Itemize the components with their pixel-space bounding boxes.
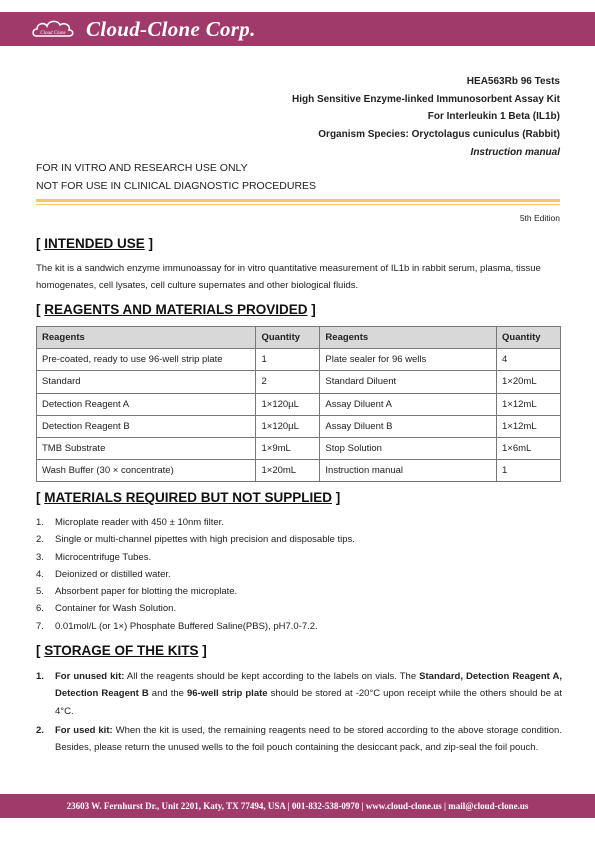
list-number: 3.	[36, 551, 44, 563]
column-header: Reagents	[320, 327, 497, 349]
list-item	[36, 618, 355, 635]
storage-bold-text: 96-well strip plate	[186, 688, 268, 700]
list-text: Microcentrifuge Tubes.	[55, 551, 152, 563]
edition-label: 5th Edition	[519, 213, 560, 223]
brand-name: Cloud-Clone Corp.	[86, 17, 256, 41]
storage-title: STORAGE OF THE KITS	[44, 643, 199, 658]
required-list	[36, 514, 355, 635]
table-cell: 1×12mL	[497, 415, 561, 437]
divider-thin	[36, 204, 560, 205]
list-item	[36, 514, 355, 531]
list-number: 4.	[36, 568, 44, 580]
list-item	[36, 583, 355, 600]
intended-use-title: INTENDED USE	[44, 236, 145, 251]
list-number: 2.	[36, 534, 44, 546]
reagents-heading: [ REAGENTS AND MATERIALS PROVIDED ]	[36, 302, 316, 317]
table-row	[37, 415, 561, 437]
list-text: Absorbent paper for blotting the microplate.	[55, 586, 238, 598]
table-row	[37, 460, 561, 482]
table-cell: 1×120µL	[256, 393, 320, 415]
kit-name: High Sensitive Enzyme-linked Immunosorbent Assay Kit	[291, 93, 560, 105]
column-header: Quantity	[497, 327, 561, 349]
required-heading: [ MATERIALS REQUIRED BUT NOT SUPPLIED ]	[36, 490, 341, 505]
svg-text:Cloud Clone: Cloud Clone	[40, 31, 66, 36]
table-cell: 1×20mL	[256, 460, 320, 482]
table-header-row	[37, 327, 561, 349]
reagents-table	[36, 326, 561, 482]
storage-item-number: 1.	[36, 671, 44, 682]
table-cell: 1	[256, 349, 320, 371]
column-header: Quantity	[256, 327, 320, 349]
catalog-number: HEA563Rb 96 Tests	[466, 76, 560, 87]
table-row	[37, 393, 561, 415]
list-text: Container for Wash Solution.	[55, 603, 177, 615]
list-text: Deionized or distilled water.	[55, 568, 171, 580]
list-item	[36, 531, 355, 548]
usage-line-2: NOT FOR USE IN CLINICAL DIAGNOSTIC PROCEDURES	[36, 179, 317, 192]
table-cell: Standard	[37, 371, 256, 393]
intended-use-heading: [ INTENDED USE ]	[36, 236, 154, 251]
storage-text: All the reagents should be kept according to the labels on vials. The	[124, 671, 420, 682]
table-cell: Wash Buffer (30 × concentrate)	[37, 460, 256, 482]
list-number: 6.	[36, 603, 44, 615]
storage-item-used	[36, 722, 562, 757]
species-line: Organism Species: Oryctolagus cuniculus (Rabbit)	[318, 129, 560, 141]
document-type: Instruction manual	[470, 146, 560, 158]
storage-bold-text: Standard, Detection Reagent A, Detection Reagent B	[55, 671, 562, 700]
table-cell: 1×6mL	[497, 437, 561, 459]
table-cell: Plate sealer for 96 wells	[320, 349, 497, 371]
list-text: Single or multi-channel pipettes with high precision and disposable tips.	[55, 534, 355, 546]
storage-item-label: For used kit:	[55, 724, 113, 736]
table-cell: Detection Reagent A	[37, 393, 256, 415]
table-row	[37, 437, 561, 459]
storage-text: and the	[148, 688, 187, 700]
table-cell: 1×12mL	[497, 393, 561, 415]
list-text: Microplate reader with 450 ± 10nm filter.	[55, 517, 224, 528]
column-header: Reagents	[37, 327, 256, 349]
storage-text: should be stored at -20°C upon receipt while the others should be at 4°C.	[55, 688, 562, 717]
table-cell: TMB Substrate	[37, 437, 256, 459]
storage-text: When the kit is used, the remaining reagents need to be stored according to the above storage condition. Besides, please return the unused wells to the foil pouch containing the desiccant pack, and zip-seal the foil pouch.	[55, 724, 562, 754]
list-item	[36, 549, 355, 566]
table-cell: 1×20mL	[497, 371, 561, 393]
storage-item-unused	[36, 668, 562, 720]
document-meta	[292, 73, 560, 161]
required-title: MATERIALS REQUIRED BUT NOT SUPPLIED	[44, 490, 333, 505]
table-cell: Stop Solution	[320, 437, 497, 459]
list-number: 5.	[36, 586, 44, 598]
table-cell: 1×120µL	[256, 415, 320, 437]
list-item	[36, 600, 355, 617]
table-cell: Assay Diluent B	[320, 415, 497, 437]
table-cell: 1×9mL	[256, 437, 320, 459]
storage-item-label: For unused kit:	[55, 671, 125, 682]
list-number: 1.	[36, 517, 44, 528]
table-cell: 4	[497, 349, 561, 371]
usage-notice	[36, 160, 316, 195]
table-cell: 1	[497, 460, 561, 482]
storage-item-number: 2.	[36, 724, 44, 736]
storage-heading: [ STORAGE OF THE KITS ]	[36, 643, 207, 658]
reagents-title: REAGENTS AND MATERIALS PROVIDED	[44, 302, 308, 317]
target-name: For Interleukin 1 Beta (IL1b)	[427, 111, 560, 123]
list-text: 0.01mol/L (or 1×) Phosphate Buffered Saline(PBS), pH7.0-7.2.	[55, 620, 318, 632]
table-cell: Standard Diluent	[320, 371, 497, 393]
divider-thick	[36, 199, 560, 202]
footer-contact: 23603 W. Fernhurst Dr., Unit 2201, Katy, TX 77494, USA | 001-832-538-0970 | www.cloud-clone.us | mail@cloud-clone.us	[0, 794, 595, 818]
table-cell: Pre-coated, ready to use 96-well strip plate	[37, 349, 256, 371]
list-number: 7.	[36, 620, 44, 632]
table-cell: Assay Diluent A	[320, 393, 497, 415]
list-item	[36, 566, 355, 583]
table-row	[37, 349, 561, 371]
cloud-logo-icon	[30, 16, 76, 42]
table-row	[37, 371, 561, 393]
table-cell: Instruction manual	[320, 460, 497, 482]
header-band	[0, 12, 595, 46]
intended-use-text: The kit is a sandwich enzyme immunoassay for in vitro quantitative measurement of IL1b in rabbit serum, plasma, tissue homogenates, cell lysates, cell culture supernates and other biological fluids.	[36, 263, 541, 291]
table-cell: Detection Reagent B	[37, 415, 256, 437]
storage-section	[36, 668, 562, 758]
usage-line-1: FOR IN VITRO AND RESEARCH USE ONLY	[36, 162, 248, 174]
table-cell: 2	[256, 371, 320, 393]
